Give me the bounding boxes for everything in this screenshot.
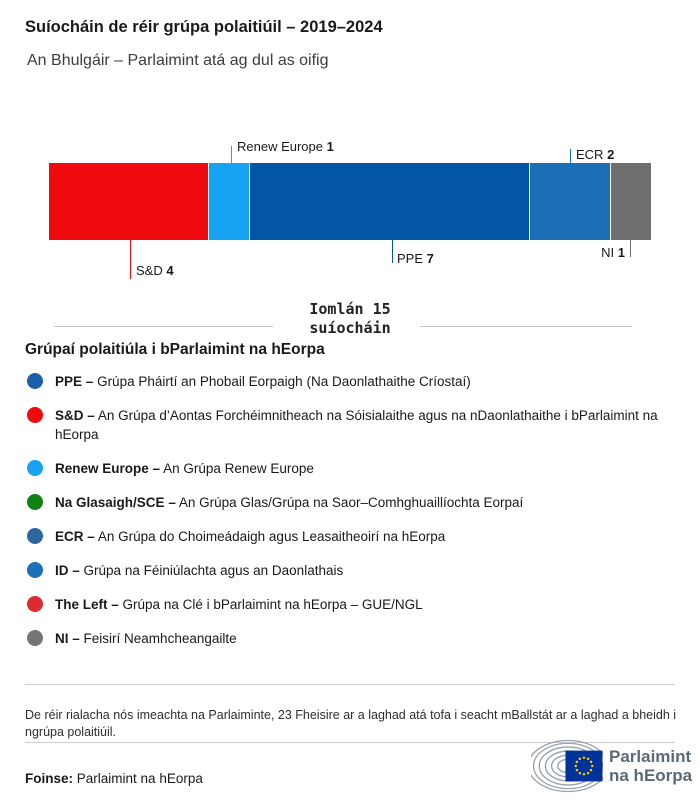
hemicycle-flag-icon: [531, 740, 603, 792]
source-value: Parlaimint na hEorpa: [76, 771, 203, 786]
bar-segment-ppe: [249, 163, 529, 240]
legend-item-renew: Renew Europe – An Grúpa Renew Europe: [25, 459, 673, 478]
legend-dot-ppe: [27, 373, 43, 389]
bar-label-sd: S&D 4: [136, 263, 174, 278]
bar-segment-sd: [49, 163, 208, 240]
legend-dot-renew: [27, 460, 43, 476]
legend: [25, 372, 673, 663]
legend-item-ni: NI – Feisirí Neamhcheangailte: [25, 629, 673, 648]
legend-item-ecr: ECR – An Grúpa do Choimeádaigh agus Leasaitheoirí na hEorpa: [25, 527, 673, 546]
page-subtitle: An Bhulgáir – Parlaimint atá ag dul as oifig: [27, 52, 329, 69]
bar-label-ni: NI 1: [601, 245, 625, 260]
total-rule-right: [420, 326, 632, 327]
legend-item-id: ID – Grúpa na Féiniúlachta agus an Daonlathais: [25, 561, 673, 580]
tick-ecr: [570, 149, 571, 164]
legend-dot-id: [27, 562, 43, 578]
legend-item-glasaigh: Na Glasaigh/SCE – An Grúpa Glas/Grúpa na Saor–Comhghuaillíochta Eorpaí: [25, 493, 673, 512]
tick-ni: [630, 240, 631, 257]
legend-dot-ecr: [27, 528, 43, 544]
seat-bar: [49, 163, 651, 240]
total-seats-label: Iomlán 15 suíocháin: [309, 300, 391, 337]
legend-heading: Grúpaí polaitiúla i bParlaimint na hEorpa: [25, 341, 325, 358]
bar-segment-ecr: [529, 163, 610, 240]
european-parliament-logo: [531, 740, 692, 792]
tick-sd: [130, 240, 131, 279]
tick-ppe: [392, 240, 393, 263]
eu-flag-icon: [565, 751, 602, 782]
total-rule-left: [54, 326, 273, 327]
legend-item-left: The Left – Grúpa na Clé i bParlaimint na hEorpa – GUE/NGL: [25, 595, 673, 614]
bar-label-ppe: PPE 7: [397, 251, 434, 266]
source-label: Foinse:: [25, 771, 74, 786]
legend-dot-left: [27, 596, 43, 612]
bar-segment-ni: [610, 163, 651, 240]
bar-segment-renew: [208, 163, 249, 240]
legend-item-sd: S&D – An Grúpa d’Aontas Forchéimnitheach na Sóisialaithe agus na nDaonlathaithe i bParlaimint na hEorpa: [25, 406, 673, 444]
bar-label-renew: Renew Europe 1: [237, 139, 334, 154]
footnote: De réir rialacha nós imeachta na Parlaiminte, 23 Fheisire ar a laghad atá tofa i seacht mBallstát ar a laghad a bheidh i ngrúpa polaitiúil.: [25, 707, 677, 739]
bar-label-ecr: ECR 2: [576, 147, 615, 162]
legend-dot-ni: [27, 630, 43, 646]
legend-dot-glasaigh: [27, 494, 43, 510]
legend-dot-sd: [27, 407, 43, 423]
divider-top: [25, 684, 675, 685]
page-title: Suíocháin de réir grúpa polaitiúil – 2019–2024: [25, 18, 383, 36]
legend-item-ppe: PPE – Grúpa Pháirtí an Phobail Eorpaigh (Na Daonlathaithe Críostaí): [25, 372, 673, 391]
logo-wordmark: Parlaimint na hEorpa: [609, 747, 693, 785]
source-line: [25, 771, 203, 786]
tick-renew: [231, 146, 232, 164]
